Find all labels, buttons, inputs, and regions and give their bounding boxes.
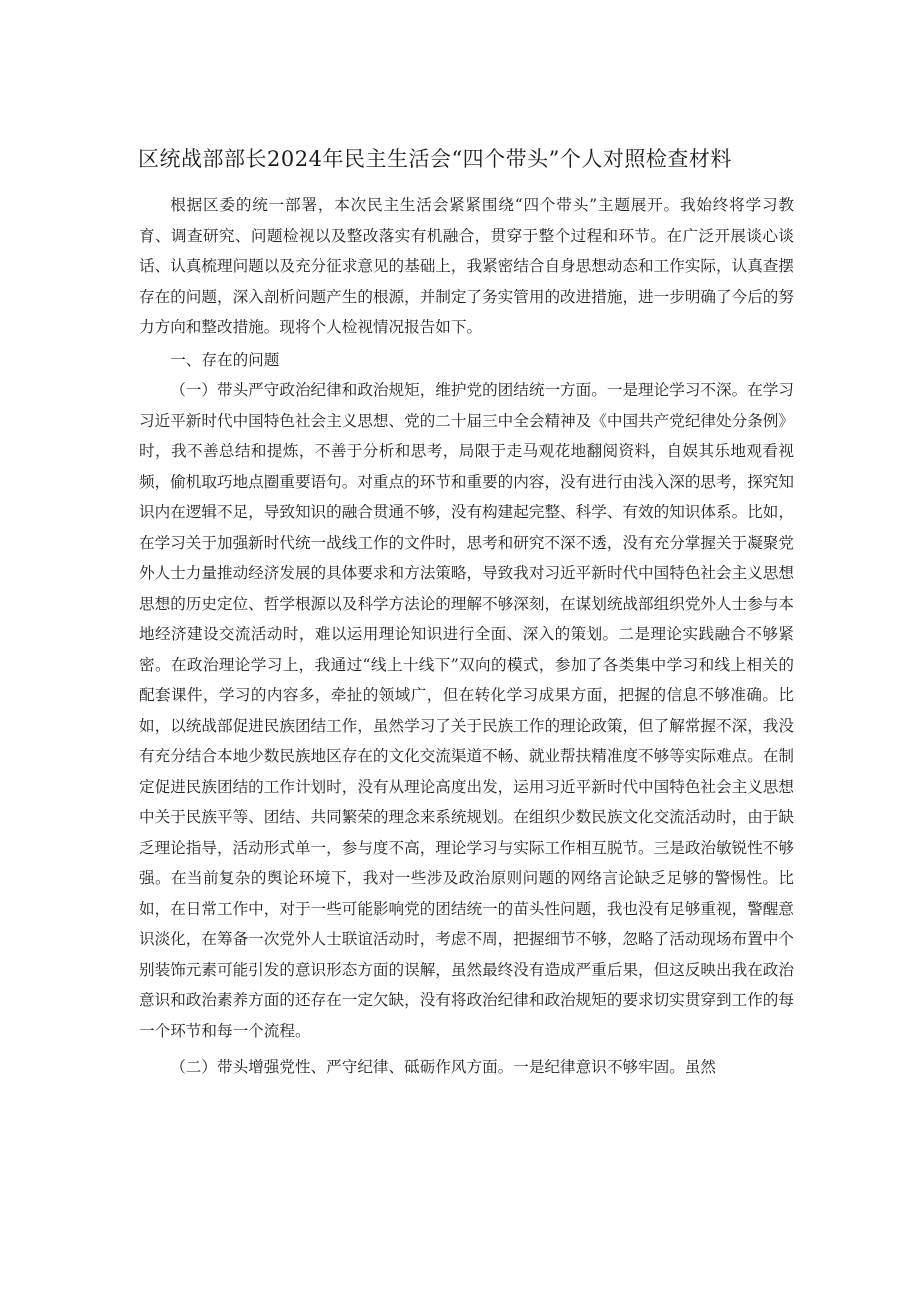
paragraph-party-spirit: （二）带头增强党性、严守纪律、砥砺作风方面。一是纪律意识不够牢固。虽然 bbox=[170, 1058, 716, 1076]
document-body bbox=[139, 190, 794, 1083]
document-title: 区统战部部长2024年民主生活会“四个带头”个人对照检查材料 bbox=[138, 147, 732, 171]
section-heading-problems: 一、存在的问题 bbox=[170, 350, 280, 369]
intro-paragraph: 根据区委的统一部署，本次民主生活会紧紧围绕“四个带头”主题展开。我始终将学习教育、调查研究、问题检视以及整改落实有机融合，贯穿于整个过程和环节。在广泛开展谈心谈话、认真梳理问题以及充分征求意见的基础上，我紧密结合自身思想动态和工作实际，认真查摆存在的问题，深入剖析问题产生的根源，并制定了务实管用的改进措施，进一步明确了今后的努力方向和整改措施。现将个人检视情况报告如下。 bbox=[139, 196, 794, 336]
paragraph-political-discipline: （一）带头严守政治纪律和政治规矩，维护党的团结统一方面。一是理论学习不深。在学习习近平新时代中国特色社会主义思想、党的二十届三中全会精神及《中国共产党纪律处分条例》时，我不善总结和提炼，不善于分析和思考，局限于走马观花地翻阅资料，自娱其乐地观看视频，偷机取巧地点圈重要语句。对重点的环节和重要的内容，没有进行由浅入深的思考，探究知识内在逻辑不足，导致知识的融合贯通不够，没有构建起完整、科学、有效的知识体系。比如，在学习关于加强新时代统一战线工作的文件时，思考和研究不深不透，没有充分掌握关于凝聚党外人士力量推动经济发展的具体要求和方法策略，导致我对习近平新时代中国特色社会主义思想思想的历史定位、哲学根源以及科学方法论的理解不够深刻，在谋划统战部组织党外人士参与本地经济建设交流活动时，难以运用理论知识进行全面、深入的策划。二是理论实践融合不够紧密。在政治理论学习上，我通过“线上十线下”双向的模式，参加了各类集中学习和线上相关的配套课件，学习的内容多，牵扯的领域广，但在转化学习成果方面，把握的信息不够准确。比如，以统战部促进民族团结工作，虽然学习了关于民族工作的理论政策，但了解常握不深，我没有充分结合本地少数民族地区存在的文化交流渠道不畅、就业帮扶精准度不够等实际难点。在制定促进民族团结的工作计划时，没有从理论高度出发，运用习近平新时代中国特色社会主义思想中关于民族平等、团结、共同繁荣的理念来系统规划。在组织少数民族文化交流活动时，由于缺乏理论指导，活动形式单一，参与度不高，理论学习与实际工作相互脱节。三是政治敏锐性不够强。在当前复杂的舆论环境下，我对一些涉及政治原则问题的网络言论缺乏足够的警惕性。比如，在日常工作中，对于一些可能影响党的团结统一的苗头性问题，我也没有足够重视，警醒意识淡化，在筹备一次党外人士联谊活动时，考虑不周，把握细节不够，忽略了活动现场布置中个别装饰元素可能引发的意识形态方面的误解，虽然最终没有造成严重后果，但这反映出我在政治意识和政治素养方面的还存在一定欠缺，没有将政治纪律和政治规矩的要求切实贯穿到工作的每一个环节和每一个流程。 bbox=[139, 381, 794, 1040]
